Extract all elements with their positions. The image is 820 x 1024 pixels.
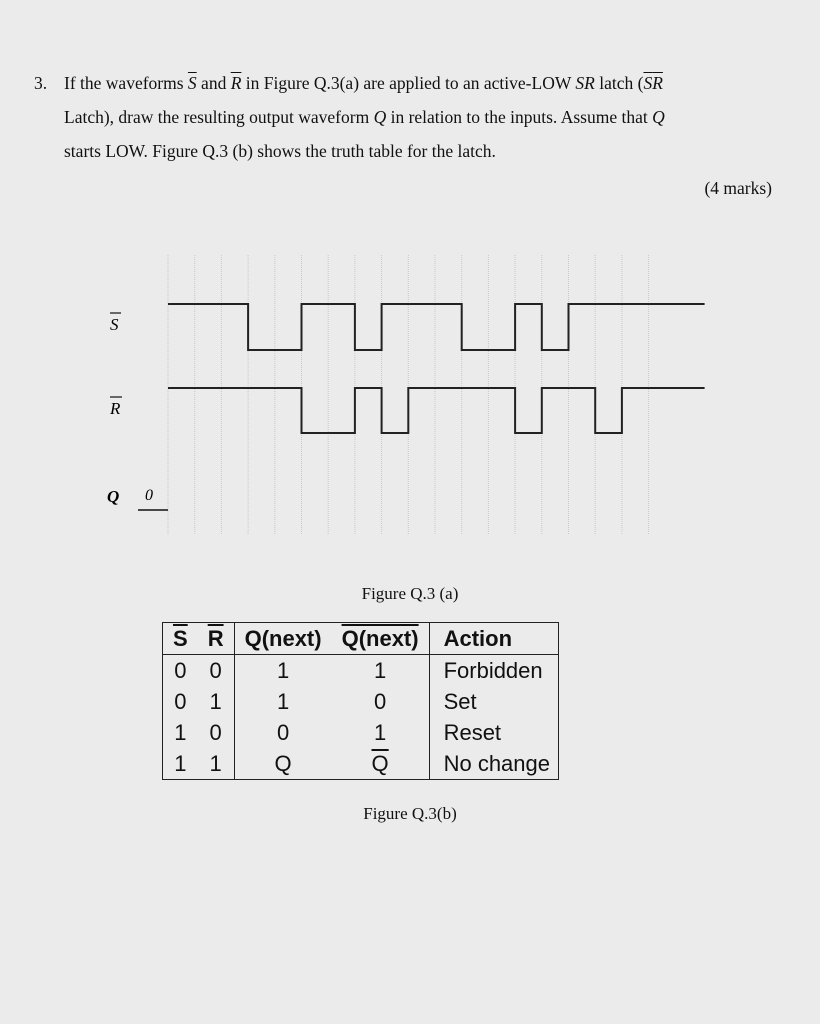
s-bar-waveform [168, 304, 705, 350]
question-text [64, 66, 774, 168]
cell-s: 1 [174, 751, 187, 776]
cell-action: No change [429, 748, 558, 780]
q-initial-value: 0 [145, 487, 153, 504]
header-action: Action [429, 623, 558, 655]
r-bar-label: R [110, 399, 121, 418]
cell-r: 1 [209, 751, 222, 776]
figure-b-caption: Figure Q.3(b) [363, 804, 457, 823]
q-text-segment: If the waveforms [64, 73, 188, 93]
header-s-bar: $\overline{S}$ [163, 623, 198, 655]
table-row [163, 686, 559, 717]
cell-s: 1 [174, 720, 187, 745]
s-bar-label: S [110, 315, 119, 334]
marks-label: (4 marks) [704, 178, 772, 198]
cell-s: 0 [174, 689, 187, 714]
header-r-bar: $\overline{R}$ [198, 623, 234, 655]
s-bar-symbol: $\overline{S}$ [187, 73, 197, 93]
q-label: Q [107, 487, 120, 506]
question-block [34, 66, 774, 168]
table-row [163, 655, 559, 687]
waveform-figure [0, 240, 820, 540]
cell-q-next: 1 [234, 655, 332, 687]
header-q-next-bar: Q(next) [332, 623, 430, 655]
q-text-segment: latch ( [594, 73, 644, 93]
cell-r: 0 [209, 720, 222, 745]
table-row [163, 748, 559, 780]
cell-q-next-bar: $\overline{Q}$ [371, 751, 389, 776]
cell-action: Forbidden [429, 655, 558, 687]
cell-action: Reset [429, 717, 558, 748]
r-bar-waveform [168, 388, 705, 433]
truth-table-header [163, 623, 559, 655]
s-bar-symbol: $\overline{S}$ [643, 73, 653, 93]
cell-q-next-bar: 1 [373, 658, 387, 683]
cell-r: 1 [209, 689, 222, 714]
table-row [163, 717, 559, 748]
r-bar-symbol: $\overline{R}$ [652, 73, 663, 93]
q-text-segment: and [196, 73, 231, 93]
cell-q-next: 0 [234, 717, 332, 748]
header-q-next: Q(next) [234, 623, 332, 655]
question-number: 3. [34, 73, 48, 93]
q-text-segment: starts LOW. Figure Q.3 (b) shows the truth table for the latch. [64, 141, 496, 161]
r-bar-symbol: $\overline{R}$ [230, 73, 242, 93]
q-text-segment: in relation to the inputs. Assume that [386, 107, 653, 127]
truth-table [162, 622, 559, 780]
cell-r: 0 [209, 658, 222, 683]
cell-q-next-bar: 0 [373, 689, 387, 714]
cell-q-next-bar: 1 [373, 720, 387, 745]
cell-q-next: 1 [234, 686, 332, 717]
q-text-segment: Latch), draw the resulting output waveform [64, 107, 374, 127]
q-text-segment: in Figure Q.3(a) are applied to an active-LOW [241, 73, 576, 93]
sr-symbol: SR [575, 73, 595, 93]
cell-s: 0 [174, 658, 187, 683]
q-symbol: Q [373, 107, 387, 127]
cell-q-next: Q [234, 748, 332, 780]
cell-action: Set [429, 686, 558, 717]
q-symbol: Q [652, 107, 665, 127]
figure-a-caption: Figure Q.3 (a) [361, 584, 459, 603]
